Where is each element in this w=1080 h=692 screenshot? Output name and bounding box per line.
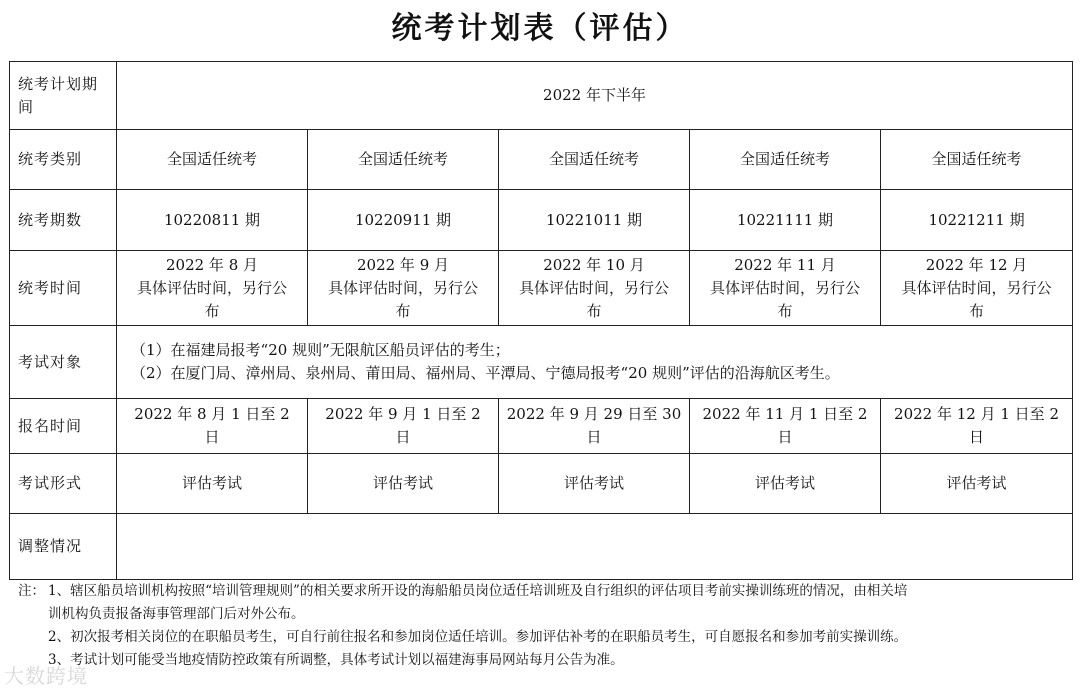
registration-dates: 2022 年 11 月 1 日至 2	[702, 405, 868, 423]
row-label-category: 统考类别	[10, 130, 117, 190]
registration-dates: 2022 年 9 月 1 日至 2	[325, 405, 481, 423]
table-row-exam-time	[10, 251, 1073, 326]
exam-note: 具体评估时间，另行公	[327, 278, 478, 297]
session-cell: 10220911 期	[308, 190, 499, 251]
period-value: 2022 年下半年	[117, 62, 1073, 130]
footnote-item	[18, 649, 1068, 672]
format-cell: 评估考试	[881, 454, 1073, 514]
footnote-text: 训机构负责报备海事管理部门后对外公布。	[48, 606, 305, 622]
target-item: （2）在厦门局、漳州局、泉州局、莆田局、福州局、平潭局、宁德局报考“20 规则”评估的沿海航区考生。	[131, 364, 840, 382]
registration-tail: 日	[204, 428, 220, 446]
category-cell: 全国适任统考	[117, 130, 308, 190]
exam-note-tail: 布	[586, 301, 602, 320]
row-label-targets: 考试对象	[10, 326, 117, 399]
footnote-number: 2、	[48, 629, 71, 645]
row-label-registration: 报名时间	[10, 399, 117, 454]
footnote-item	[18, 626, 1068, 649]
table-row-targets	[10, 326, 1073, 399]
footnote-continuation	[18, 603, 1068, 626]
exam-month: 2022 年 8 月	[165, 255, 259, 274]
table-row-period	[10, 62, 1073, 130]
exam-time-cell	[499, 251, 690, 326]
table-row-category	[10, 130, 1073, 190]
footnote-item	[18, 580, 1068, 603]
adjustments-cell	[117, 514, 1073, 580]
footnote-text: 辖区船员培训机构按照“培训管理规则”的相关要求所开设的海船船员岗位适任培训班及自行组织的评估项目考前实操训练班的情况，由相关培	[70, 583, 908, 599]
row-label-session: 统考期数	[10, 190, 117, 251]
targets-cell	[117, 326, 1073, 399]
exam-month: 2022 年 9 月	[356, 255, 450, 274]
page-title: 统考计划表（评估）	[391, 11, 689, 46]
registration-dates: 2022 年 9 月 29 日至 30	[506, 405, 682, 423]
table-row-session	[10, 190, 1073, 251]
registration-tail: 日	[586, 428, 602, 446]
target-item: （1）在福建局报考“20 规则”无限航区船员评估的考生；	[131, 341, 510, 359]
exam-note-tail: 布	[204, 301, 220, 320]
exam-note: 具体评估时间，另行公	[518, 278, 669, 297]
exam-note: 具体评估时间，另行公	[709, 278, 860, 297]
registration-dates: 2022 年 8 月 1 日至 2	[134, 405, 290, 423]
registration-tail: 日	[395, 428, 411, 446]
footnote-text: 初次报考相关岗位的在职船员考生，可自行前往报名和参加岗位适任培训。参加评估补考的在职船员考生，可自愿报名和参加考前实操训练。	[70, 629, 908, 645]
session-cell: 10220811 期	[117, 190, 308, 251]
exam-month: 2022 年 12 月	[925, 255, 1028, 274]
registration-cell	[690, 399, 881, 454]
row-label-adjustments: 调整情况	[10, 514, 117, 580]
table-row-adjustments	[10, 514, 1073, 580]
table-row-registration	[10, 399, 1073, 454]
exam-month: 2022 年 10 月	[543, 255, 645, 274]
session-cell: 10221211 期	[881, 190, 1073, 251]
footnote-number: 3、	[48, 652, 71, 668]
category-cell: 全国适任统考	[499, 130, 690, 190]
category-cell: 全国适任统考	[881, 130, 1073, 190]
row-label-format: 考试形式	[10, 454, 117, 514]
exam-note-tail: 布	[969, 301, 985, 320]
table-row-format	[10, 454, 1073, 514]
session-cell: 10221111 期	[690, 190, 881, 251]
exam-time-cell	[690, 251, 881, 326]
registration-tail: 日	[777, 428, 793, 446]
format-cell: 评估考试	[117, 454, 308, 514]
exam-plan-table	[9, 61, 1073, 580]
exam-note-tail: 布	[777, 301, 793, 320]
exam-time-cell	[308, 251, 499, 326]
footnote-number: 1、	[48, 583, 71, 599]
row-label-period: 统考计划期间	[10, 62, 117, 130]
footnote-text: 考试计划可能受当地疫情防控政策有所调整，具体考试计划以福建海事局网站每月公告为准。	[70, 652, 624, 668]
registration-cell	[117, 399, 308, 454]
exam-note: 具体评估时间，另行公	[136, 278, 287, 297]
watermark: 大数跨境	[4, 664, 88, 688]
format-cell: 评估考试	[690, 454, 881, 514]
exam-time-cell	[881, 251, 1073, 326]
category-cell: 全国适任统考	[690, 130, 881, 190]
registration-cell	[308, 399, 499, 454]
registration-dates: 2022 年 12 月 1 日至 2	[894, 405, 1059, 423]
exam-month: 2022 年 11 月	[734, 255, 836, 274]
session-cell: 10221011 期	[499, 190, 690, 251]
format-cell: 评估考试	[499, 454, 690, 514]
registration-cell	[499, 399, 690, 454]
exam-time-cell	[117, 251, 308, 326]
format-cell: 评估考试	[308, 454, 499, 514]
exam-note: 具体评估时间，另行公	[901, 278, 1052, 297]
registration-cell	[881, 399, 1073, 454]
registration-tail: 日	[969, 428, 985, 446]
footnotes	[18, 580, 1068, 672]
exam-note-tail: 布	[395, 301, 411, 320]
category-cell: 全国适任统考	[308, 130, 499, 190]
row-label-exam-time: 统考时间	[10, 251, 117, 326]
footnote-prefix: 注：	[18, 583, 45, 599]
